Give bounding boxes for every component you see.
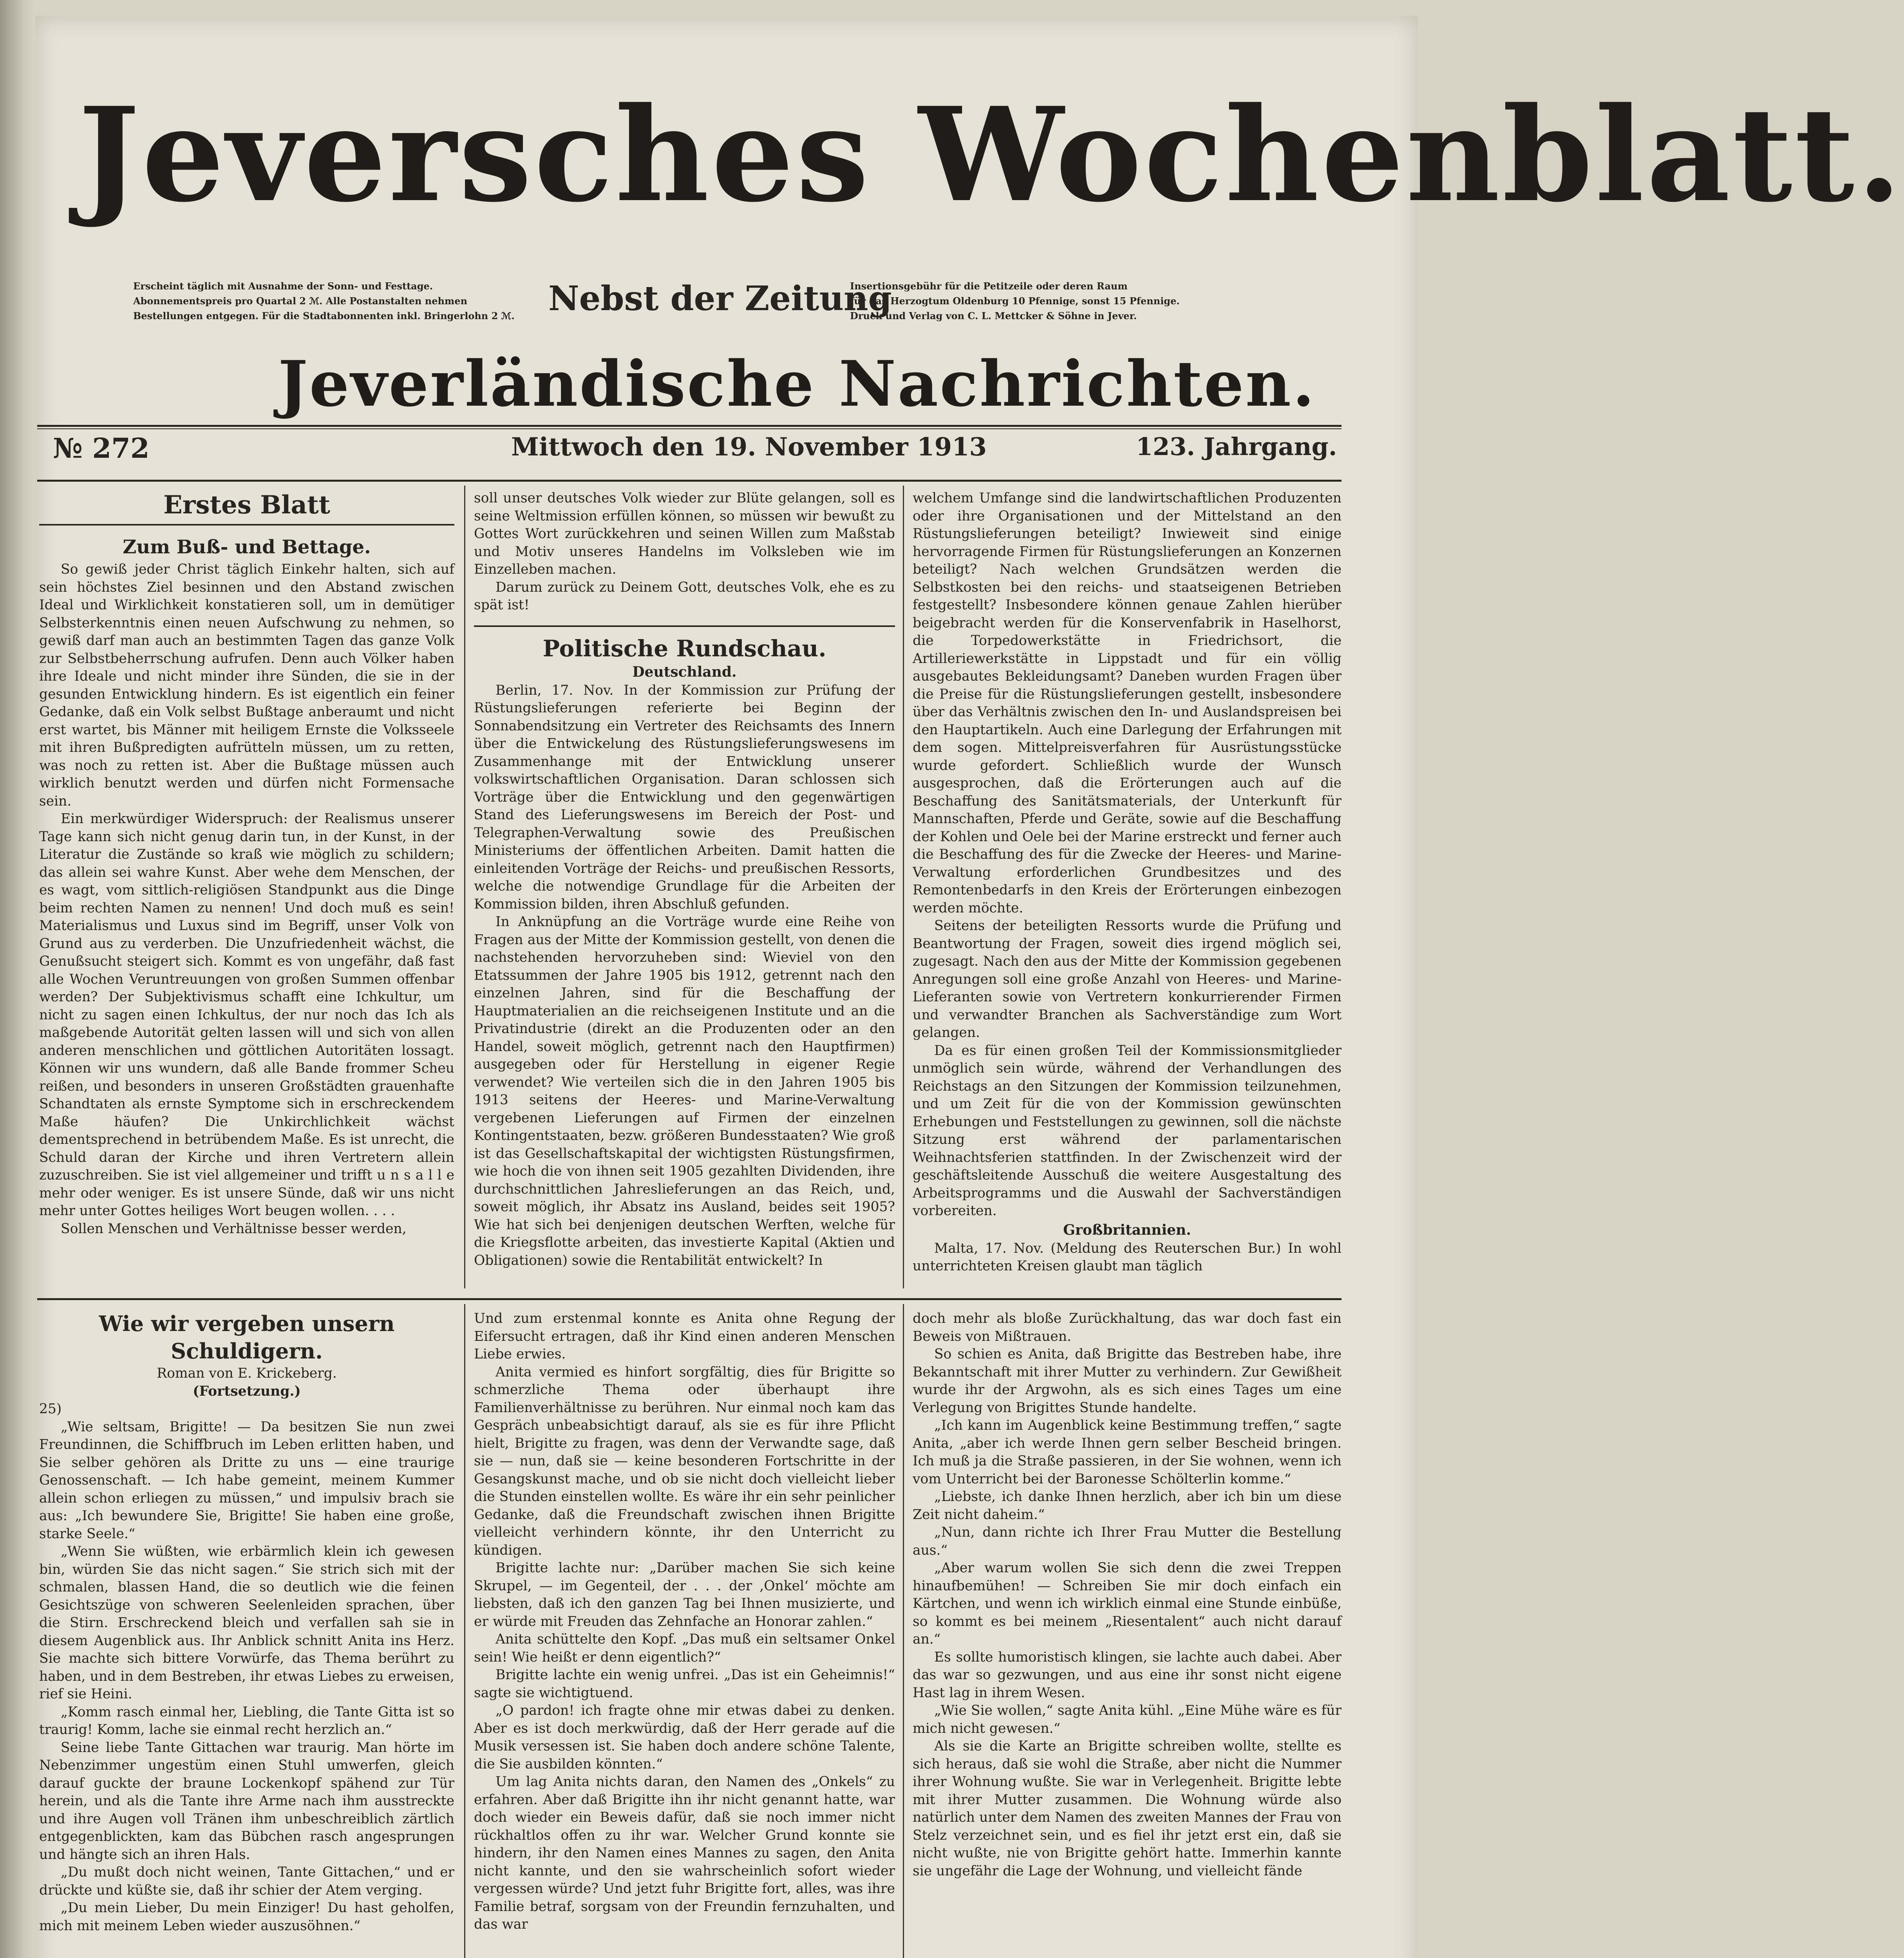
paragraph: „Du mein Lieber, Du mein Einziger! Du hast geholfen, mich mit meinem Leben wieder auszusöhnen.“	[39, 1900, 454, 1934]
paragraph: Berlin, 17. Nov. In der Kommission zur Prüfung der Rüstungslieferungen referierte bei Beginn der Sonnabendsitzung ein Vertreter des Reichsamts des Innern über die Entwickelung des Rüstungslieferungswesens im Zusammenhange mit der Entwicklung unserer volkswirtschaftlichen Organisation. Daran schlossen sich Vorträge über die Entwicklung und den gegenwärtigen Stand des Lieferungswesens im Bereich der Post- und Telegraphen-Verwaltung sowie des Preußischen Ministeriums der öffentlichen Arbeiten. Damit hatten die einleitenden Vorträge der Reichs- und preußischen Ressorts, welche die notwendige Grundlage für die Arbeiten der Kommission bilden, ihren Abschluß gefunden.	[474, 682, 895, 912]
feuilleton-rule	[37, 1298, 1342, 1300]
paragraph: „O pardon! ich fragte ohne mir etwas dabei zu denken. Aber es ist doch merkwürdig, daß der Herr gerade auf die Musik versessen ist. Sie haben doch andere schöne Talente, die Sie ausbilden könnten.“	[474, 1703, 895, 1772]
paragraph: Anita schüttelte den Kopf. „Das muß ein seltsamer Onkel sein! Wie heißt er denn eigentlich?“	[474, 1631, 895, 1665]
paragraph: welchem Umfange sind die landwirtschaftlichen Produzenten oder ihre Organisationen und der Mittelstand an den Rüstungslieferungen beteiligt? Inwieweit sind einige hervorragende Firmen für Rüstungslieferungen an Konzernen beteiligt? Nach welchen Grundsätzen werden die Selbstkosten bei den reichs- und staatseigenen Betrieben festgestellt? Insbesondere können genaue Zahlen hierüber beigebracht werden für die Konservenfabrik in Haselhorst, die Torpedowerkstätte in Friedrichsort, die Artilleriewerkstätte in Lippstadt und für ein völlig ausgebautes Bekleidungsamt? Daneben wurden Fragen über die Preise für die Rüstungslieferungen gestellt, insbesondere über das Verhältnis zwischen den In- und Auslandspreisen bei den Hauptartikeln. Auch eine Darlegung der Erfahrungen mit dem sogen. Mittelpreisverfahren für Ausrüstungsstücke wurde gefordert. Schließlich wurde der Wunsch ausgesprochen, daß die Erörterungen auch auf die Beschaffung des Sanitätsmaterials, der Unterkunft für Mannschaften, Pferde und Geräte, sowie auf die Beschaffung der Kohlen und Oele bei der Marine erstreckt und ferner auch die Beschaffung des für die Zwecke der Heeres- und Marine-Verwaltung erforderlichen Grundbesitzes und des Remontenbedarfs in den Kreis der Erörterungen einbezogen werden möchte.	[913, 490, 1342, 916]
subsection-grossbritannien: Großbritannien.	[1063, 1221, 1191, 1238]
imprint-left-line: Abonnementspreis pro Quartal 2 ℳ. Alle Postanstalten nehmen	[133, 295, 468, 307]
imprint-right-line: Druck und Verlag von C. L. Mettcker & Söhne in Jever.	[850, 310, 1137, 322]
serial-byline: Roman von E. Krickeberg.	[157, 1366, 337, 1381]
column-rule	[903, 1304, 904, 1958]
paragraph: Da es für einen großen Teil der Kommissionsmitglieder unmöglich sein würde, während der Verhandlungen des Reichstags an den Sitzungen der Kommission teilzunehmen, und um Zeit für die von der Kommission gewünschten Erhebungen und Feststellungen zu gewinnen, soll die nächste Sitzung erst während der parlamentarischen Weihnachtsferien stattfinden. In der Zwischenzeit wird der geschäftsleitende Ausschuß die weitere Ausgestaltung des Arbeitsprogramms und die Auswahl der Sachverständigen vorbereiten.	[913, 1042, 1342, 1219]
paragraph: „Wie Sie wollen,“ sagte Anita kühl. „Eine Mühe wäre es für mich nicht gewesen.“	[913, 1703, 1342, 1736]
paragraph: „Wie seltsam, Brigitte! — Da besitzen Sie nun zwei Freundinnen, die Schiffbruch im Leben erlitten haben, und Sie selber gehören als Dritte zu uns — eine traurige Genossenschaft. — Ich habe gemeint, meinem Kummer allein schon erliegen zu müssen,“ und impulsiv brach sie aus: „Ich bewundere Sie, Brigitte! Sie haben eine große, starke Seele.“	[39, 1419, 454, 1542]
paragraph: Brigitte lachte nur: „Darüber machen Sie sich keine Skrupel, — im Gegenteil, der . . . der ,Onkel‘ möchte am liebsten, daß ich den ganzen Tag bei Ihnen musizierte, und er würde mit Freuden das Zehnfache an Honorar zahlen.“	[474, 1560, 895, 1629]
imprint-right-line: für das Herzogtum Oldenburg 10 Pfennige, sonst 15 Pfennige.	[850, 295, 1180, 307]
serial-column-3	[913, 1310, 1342, 1958]
issue-number: № 272	[53, 432, 150, 464]
masthead-title: Jeversches Wochenblatt.	[78, 79, 1904, 231]
paragraph: Anita vermied es hinfort sorgfältig, dies für Brigitte so schmerzliche Thema oder überhaupt ihre Familienverhältnisse zu berühren. Nur einmal noch kam das Gespräch unbeabsichtigt darauf, als sie es für ihre Pflicht hielt, Brigitte zu fragen, was denn der Verwandte sage, daß sie — nun, daß sie — keine besonderen Fortschritte in der Gesangskunst mache, und ob sie nicht doch vielleicht lieber die Stunden einstellen wollte. Es wäre ihr ein sehr peinlicher Gedanke, daß die Freundschaft zwischen ihnen Brigitte vielleicht verhindern könnte, ihr den Unterricht zu kündigen.	[474, 1364, 895, 1558]
paragraph: Brigitte lachte ein wenig unfrei. „Das ist ein Geheimnis!“ sagte sie wichtigtuend.	[474, 1667, 895, 1701]
rule-top-thin	[37, 428, 1342, 429]
paragraph: Malta, 17. Nov. (Meldung des Reuterschen Bur.) In wohl unterrichteten Kreisen glaubt man täglich	[913, 1240, 1342, 1274]
serial-column-1	[39, 1310, 454, 1958]
paragraph: Als sie die Karte an Brigitte schreiben wollte, stellte es sich heraus, daß sie wohl die Straße, aber nicht die Nummer ihrer Wohnung wußte. Sie war in Verlegenheit. Brigitte lebte mit ihrer Mutter zusammen. Die Wohnung würde also natürlich unter dem Namen des zweiten Mannes der Frau von Stelz verzeichnet sein, und es fiel ihr jetzt erst ein, daß sie nicht wußte, nie von Brigitte gehört hatte. Immerhin kannte sie ungefähr die Lage der Wohnung, und vielleicht fände	[913, 1738, 1342, 1879]
paragraph: „Wenn Sie wüßten, wie erbärmlich klein ich gewesen bin, würden Sie das nicht sagen.“ Sie strich sich mit der schmalen, blassen Hand, die so deutlich wie die feinen Gesichtszüge von schweren Seelenleiden sprachen, über die Stirn. Erschreckend bleich und verfallen sah sie in diesem Augenblick aus. Ihr Anblick schnitt Anita ins Herz. Sie machte sich bittere Vorwürfe, das Thema berührt zu haben, und in dem Bestreben, ihr etwas Liebes zu erweisen, rief sie Heini.	[39, 1544, 454, 1702]
column-2	[474, 490, 895, 1292]
issue-year: 123. Jahrgang.	[1136, 432, 1337, 461]
paragraph: Seine liebe Tante Gittachen war traurig. Man hörte im Nebenzimmer ungestüm einen Stuhl umwerfen, gleich darauf guckte der braune Lockenkopf spähend zur Tür herein, und als die Tante ihre Arme nach ihm ausstreckte und ihre Augen voll Tränen ihm unbeschreiblich zärtlich entgegenblickten, kam das Bübchen rasch angesprungen und hängte sich an ihren Hals.	[39, 1739, 454, 1862]
paragraph: soll unser deutsches Volk wieder zur Blüte gelangen, soll es seine Weltmission erfüllen können, so müssen wir bewußt zu Gottes Wort zurückkehren und seinen Willen zum Maßstab und Motiv unseres Handelns im Volksleben wie im Einzelleben machen.	[474, 490, 895, 577]
serial-title: Wie wir vergeben unsern Schuldigern.	[99, 1311, 395, 1364]
section-erstes-blatt: Erstes Blatt	[163, 490, 331, 520]
section-rule	[474, 625, 895, 627]
column-3	[913, 490, 1342, 1292]
issue-date: Mittwoch den 19. November 1913	[511, 432, 987, 462]
serial-column-2	[474, 1310, 895, 1958]
paragraph: Es sollte humoristisch klingen, sie lachte auch dabei. Aber das war so gezwungen, und aus eine ihr sonst nicht eigene Hast lag in ihrem Wesen.	[913, 1649, 1342, 1701]
paragraph: „Komm rasch einmal her, Liebling, die Tante Gitta ist so traurig! Komm, lache sie einmal recht herzlich an.“	[39, 1704, 454, 1738]
imprint-left-line: Erscheint täglich mit Ausnahme der Sonn- und Festtage.	[133, 280, 433, 292]
serial-number: 25)	[39, 1401, 62, 1417]
column-rule	[903, 486, 904, 1288]
section-politische-rundschau: Politische Rundschau.	[542, 635, 826, 662]
imprint-left	[133, 279, 515, 323]
rule-bottom	[37, 480, 1342, 482]
serial-continuation: (Fortsetzung.)	[193, 1383, 301, 1399]
section-rule	[39, 524, 454, 526]
paragraph: In Anknüpfung an die Vorträge wurde eine Reihe von Fragen aus der Mitte der Kommission gestellt, von denen die nachstehenden hervorzuheben sind: Wieviel von den Etatssummen der Jahre 1905 bis 1912, getrennt nach den einzelnen Jahren, sind für die Beschaffung der Hauptmaterialien an die reichseigenen Institute und an die Privatindustrie (direkt an die Produzenten oder an den Handel, soweit möglich, getrennt nach den Hauptfirmen) ausgegeben oder für Herstellung in eigener Regie verwendet? Wie verteilen sich die in den Jahren 1905 bis 1913 seitens der Heeres- und Marine-Verwaltung vergebenen Lieferungen auf Firmen der einzelnen Kontingentstaaten, bezw. größeren Bundesstaaten? Wie groß ist das Gesellschaftskapital der wichtigsten Rüstungsfirmen, wie hoch die von ihnen seit 1905 gezahlten Dividenden, ihre durchschnittlichen Jahreslieferungen an das Reich, und, soweit möglich, ihr Absatz ins Ausland, beides seit 1905? Wie hat sich bei denjenigen deutschen Werften, welche für die Kriegsflotte arbeiten, das investierte Kapital (Aktien und Obligationen) sowie die Rentabilität entwickelt? In	[474, 914, 895, 1268]
subsection-deutschland: Deutschland.	[632, 663, 737, 680]
paragraph: Und zum erstenmal konnte es Anita ohne Regung der Eifersucht ertragen, daß ihr Kind einen anderen Menschen Liebe erwies.	[474, 1311, 895, 1362]
imprint-right-line: Insertionsgebühr für die Petitzeile oder deren Raum	[850, 280, 1128, 292]
masthead-nebst: Nebst der Zeitung	[548, 279, 892, 318]
masthead-subtitle: Jeverländische Nachrichten.	[278, 347, 1316, 421]
imprint-left-line: Bestellungen entgegen. Für die Stadtabonnenten inkl. Bringerlohn 2 ℳ.	[133, 310, 515, 322]
column-rule	[464, 486, 465, 1288]
paragraph: „Du mußt doch nicht weinen, Tante Gittachen,“ und er drückte und küßte sie, daß ihr schier der Atem verging.	[39, 1864, 454, 1898]
paragraph: doch mehr als bloße Zurückhaltung, das war doch fast ein Beweis von Mißtrauen.	[913, 1311, 1342, 1344]
paragraph: So gewiß jeder Christ täglich Einkehr halten, sich auf sein höchstes Ziel besinnen und den Abstand zwischen Ideal und Wirklichkeit konstatieren soll, um in demütiger Selbsterkenntnis einen neuen Aufschwung zu nehmen, so gewiß darf man auch an bestimmten Tagen das ganze Volk zur Selbstbeherrschung aufrufen. Denn auch Völker haben ihre Ideale und nicht minder ihre Sünden, die sie in der gesunden Entwicklung hindern. Es ist eigentlich ein feiner Gedanke, daß ein Volk selbst Bußtage anberaumt und nicht erst wartet, bis Männer mit heiligem Ernste die Volksseele mit ihren Bußpredigten aufrütteln müssen, um zu retten, was noch zu retten ist. Aber die Bußtage müssen auch wirklich benutzt werden und dürfen nicht Formensache sein.	[39, 562, 454, 809]
column-rule	[464, 1304, 465, 1958]
column-1	[39, 490, 454, 1292]
paragraph: So schien es Anita, daß Brigitte das Bestreben habe, ihre Bekanntschaft mit ihrer Mutter zu verhindern. Zur Gewißheit wurde ihr der Argwohn, als es sich eines Tages um eine Verlegung von Brigittes Stunde handelte.	[913, 1346, 1342, 1416]
paragraph: „Liebste, ich danke Ihnen herzlich, aber ich bin um diese Zeit nicht daheim.“	[913, 1489, 1342, 1523]
paragraph: Sollen Menschen und Verhältnisse besser werden,	[61, 1221, 407, 1237]
paragraph: „Nun, dann richte ich Ihrer Frau Mutter die Bestellung aus.“	[913, 1524, 1342, 1558]
rule-top	[37, 425, 1342, 427]
paragraph: Ein merkwürdiger Widerspruch: der Realismus unserer Tage kann sich nicht genug darin tun, in der Kunst, in der Literatur die Zustände so kraß wie möglich zu schildern; das allein sei wahre Kunst. Aber wehe dem Menschen, der es wagt, vom sittlich-religiösen Standpunkt aus die Dinge beim rechten Namen zu nennen! Und doch muß es sein! Materialismus und Luxus sind im Begriff, unser Volk von Grund aus zu verderben. Die Unzufriedenheit wächst, die Genußsucht steigert sich. Kommt es von ungefähr, daß fast alle Wochen Veruntreuungen von großen Summen offenbar werden? Der Subjektivismus schafft eine Ichkultur, um nicht zu sagen einen Ichkultus, der nur noch das Ich als maßgebende Autorität gelten lassen will und sich von allen anderen menschlichen und göttlichen Autoritäten lossagt. Können wir uns wundern, daß alle Bande frommer Scheu reißen, und besonders in unseren Großstädten grauenhafte Schandtaten als ernste Symptome sich in erschreckendem Maße häufen? Die Unkirchlichkeit wächst dementsprechend in betrübendem Maße. Es ist unrecht, die Schuld daran der Kirche und ihren Vertretern allein zuzuschreiben. Sie ist viel allgemeiner und trifft u n s a l l e mehr oder weniger. Es ist unsere Sünde, daß wir uns nicht mehr unter Gottes heiliges Wort beugen wollen. . . .	[39, 811, 454, 1219]
paragraph: Seitens der beteiligten Ressorts wurde die Prüfung und Beantwortung der Fragen, soweit dies irgend möglich sei, zugesagt. Nach den aus der Mitte der Kommission gegebenen Anregungen soll eine große Anzahl von Heeres- und Marine-Lieferanten sowie von Vertretern konkurrierender Firmen und verwandter Branchen als Sachverständige zum Wort gelangen.	[913, 918, 1342, 1040]
paragraph: „Ich kann im Augenblick keine Bestimmung treffen,“ sagte Anita, „aber ich werde Ihnen gern selber Bescheid bringen. Ich muß ja die Straße passieren, in der Sie wohnen, wenn ich vom Unterricht bei der Baronesse Schölterlin komme.“	[913, 1418, 1342, 1487]
imprint-right	[850, 279, 1180, 323]
paragraph: „Aber warum wollen Sie sich denn die zwei Treppen hinaufbemühen! — Schreiben Sie mir doch einfach ein Kärtchen, und wenn ich wirklich einmal eine Stunde einbüße, so kommt es bei meinem „Riesentalent“ auch nicht darauf an.“	[913, 1560, 1342, 1647]
paragraph: Um lag Anita nichts daran, den Namen des „Onkels“ zu erfahren. Aber daß Brigitte ihn ihr nicht genannt hatte, war doch wieder ein Beweis dafür, daß sie noch immer nicht rückhaltlos offen zu ihr war. Welcher Grund konnte sie hindern, ihr den Namen eines Mannes zu sagen, den Anita nicht kannte, und den sie wahrscheinlich sofort wieder vergessen würde? Und jetzt fuhr Brigitte fort, alles, was ihre Familie betraf, sorgsam von der Freundin fernzuhalten, und das war	[474, 1774, 895, 1932]
paragraph: Darum zurück zu Deinem Gott, deutsches Volk, ehe es zu spät ist!	[474, 579, 895, 613]
book-spine	[0, 0, 35, 1958]
article-title-busstag: Zum Buß- und Bettage.	[123, 536, 371, 558]
